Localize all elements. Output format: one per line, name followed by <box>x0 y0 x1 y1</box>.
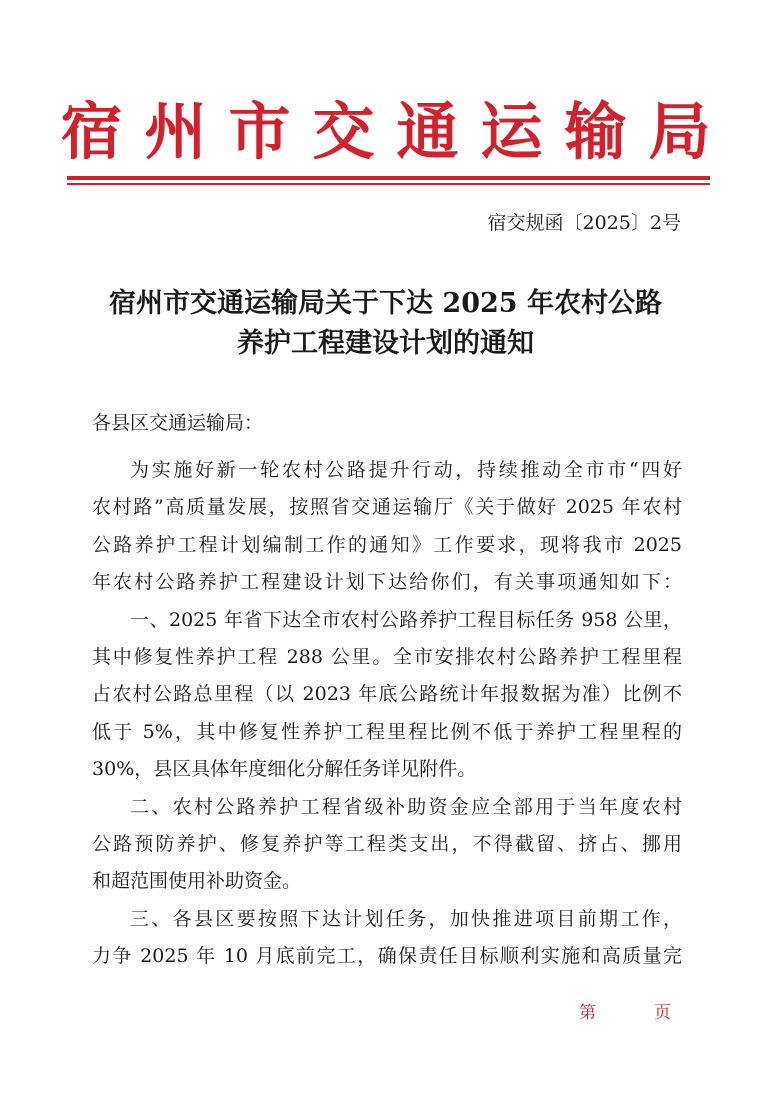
paragraph-4 <box>92 901 682 976</box>
paragraph-line: 公路预防养护、修复养护等工程类支出，不得截留、挤占、挪用 <box>92 833 682 856</box>
paragraph-line: 农村路”高质量发展，按照省交通运输厅《关于做好 2025 年农村 <box>92 496 682 519</box>
paragraph-line: 力争 2025 年 10 月底前完工，确保责任目标顺利实施和高质量完 <box>92 945 682 968</box>
paragraph-1 <box>92 452 682 602</box>
page-mark-right: 页 <box>654 1003 671 1023</box>
salutation: 各县区交通运输局： <box>92 412 264 434</box>
document-body <box>92 452 682 976</box>
paragraph-line: 一、2025 年省下达全市农村公路养护工程目标任务 958 公里， <box>130 608 682 631</box>
letterhead-rule-thick <box>67 176 710 180</box>
paragraph-2 <box>92 602 682 789</box>
paragraph-line: 30%，县区具体年度细化分解任务详见附件。 <box>92 758 477 781</box>
page-mark-left: 第 <box>579 1003 596 1023</box>
document-title-line-2: 养护工程建设计划的通知 <box>237 328 534 359</box>
paragraph-line: 公路养护工程计划编制工作的通知》工作要求，现将我市 2025 <box>92 533 682 556</box>
paragraph-line: 占农村公路总里程（以 2023 年底公路统计年报数据为准）比例不 <box>92 683 682 706</box>
letterhead-rule-thin <box>67 183 710 185</box>
paragraph-line: 低于 5%，其中修复性养护工程里程比例不低于养护工程里程的 <box>92 720 682 743</box>
org-letterhead: 宿州市交通运输局 <box>60 95 733 168</box>
paragraph-line: 为实施好新一轮农村公路提升行动，持续推动全市市“四好 <box>130 459 682 481</box>
paragraph-line: 三、各县区要按照下达计划任务，加快推进项目前期工作， <box>130 907 682 930</box>
paragraph-line: 二、农村公路养护工程省级补助资金应全部用于当年度农村 <box>130 795 682 818</box>
paragraph-line: 年农村公路养护工程建设计划下达给你们，有关事项通知如下： <box>92 571 682 594</box>
document-title-line-1: 宿州市交通运输局关于下达 2025 年农村公路 <box>109 288 662 319</box>
page-number-mark <box>579 1000 671 1026</box>
paragraph-line: 其中修复性养护工程 288 公里。全市安排农村公路养护工程里程 <box>92 646 682 669</box>
document-title <box>0 284 771 364</box>
document-number: 宿交规函〔2025〕2号 <box>487 212 681 234</box>
paragraph-3 <box>92 789 682 901</box>
paragraph-line: 和超范围使用补助资金。 <box>92 870 302 893</box>
